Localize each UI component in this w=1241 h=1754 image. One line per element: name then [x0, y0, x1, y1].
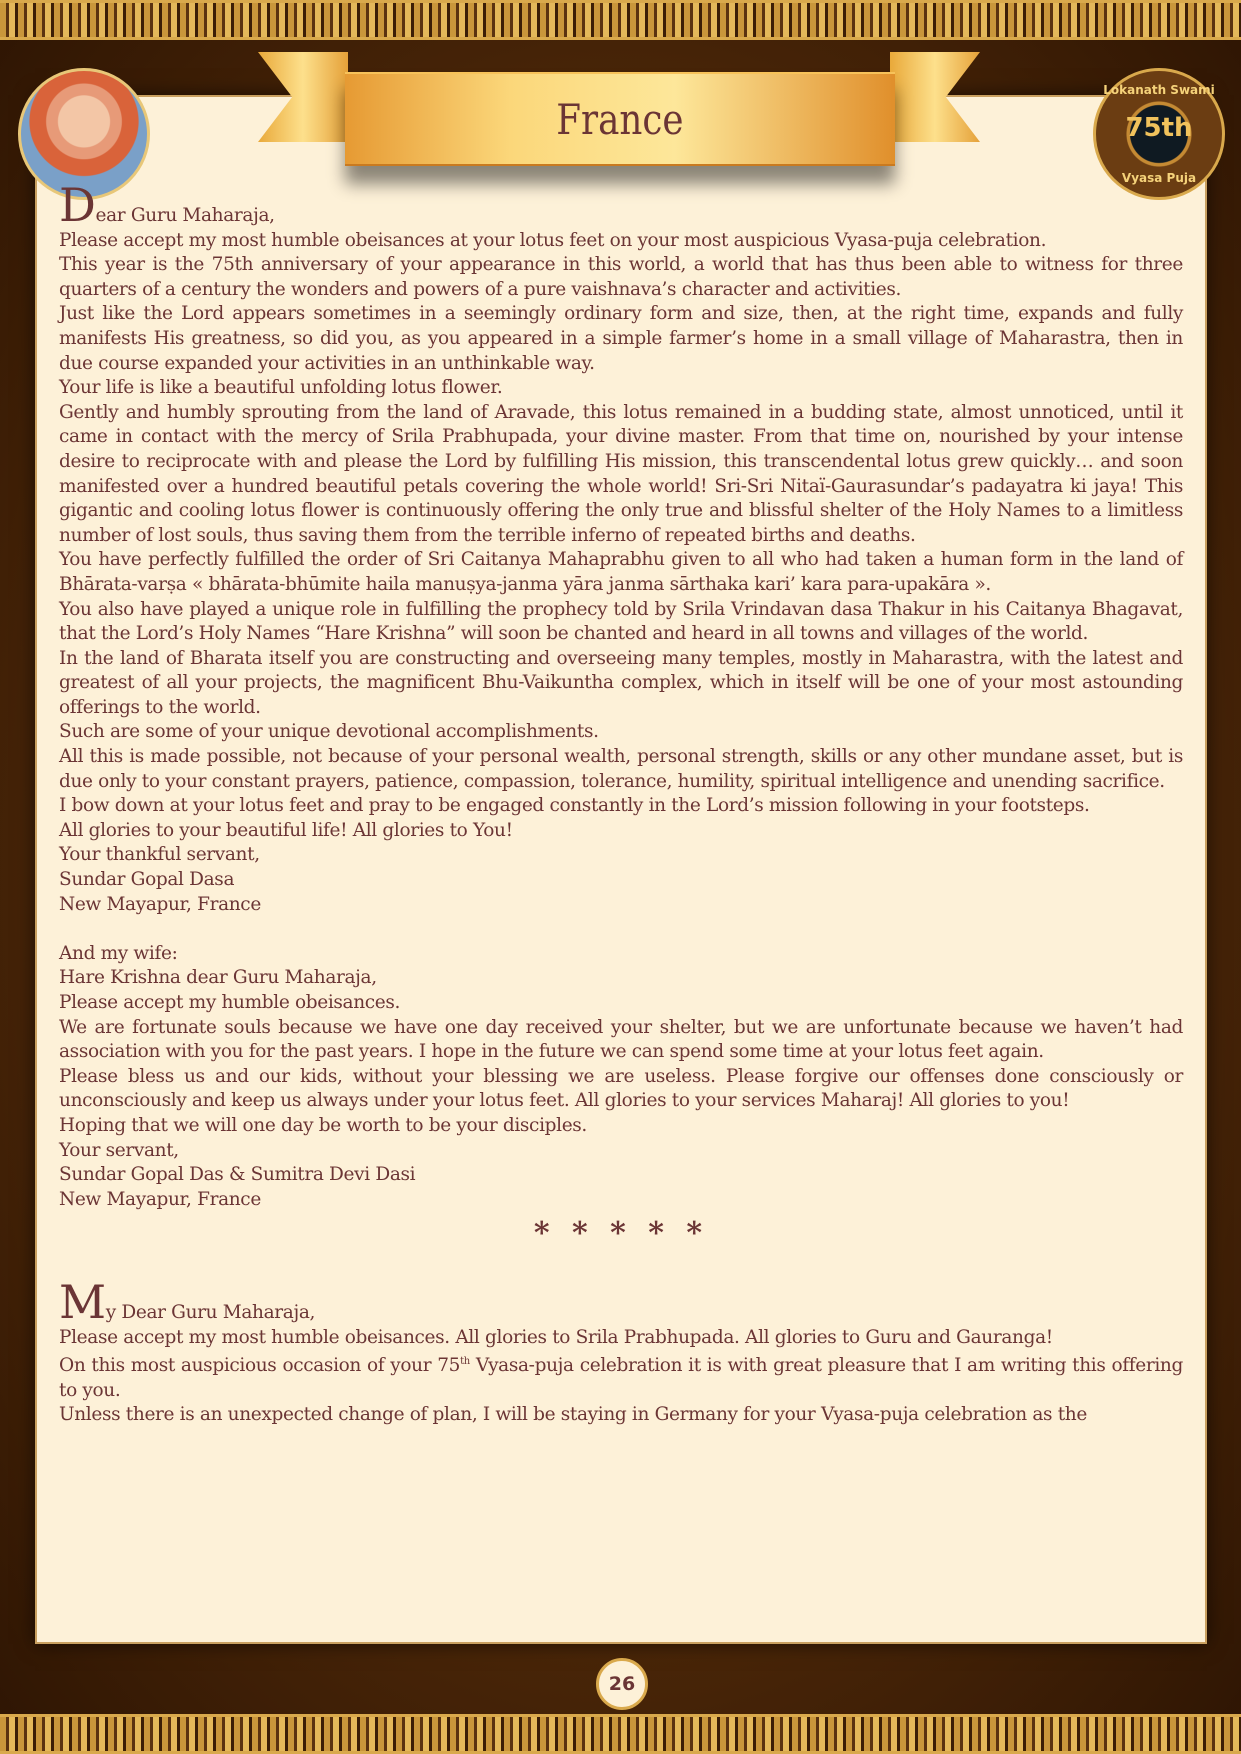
paragraph: I bow down at your lotus feet and pray to be engaged constantly in the Lord’s mission following in your footsteps.: [59, 795, 1090, 817]
title-ribbon: [345, 72, 895, 166]
letter1-salutation: [59, 178, 1183, 232]
paragraph: Such are some of your unique devotional accomplishments.: [59, 721, 599, 743]
paragraph: [59, 1350, 1183, 1403]
decorative-border-bottom: [0, 1714, 1241, 1754]
paragraph: You also have played a unique role in fulfilling the prophecy told by Srila Vrindavan dasa Thakur in his Caitanya Bhagavat, that the Lord’s Holy Names “Hare Krishna” will soon be chanted and heard in all towns and villages of the world.: [59, 598, 1183, 645]
paragraph: Gently and humbly sprouting from the land of Aravade, this lotus remained in a budding state, almost unnoticed, until it came in contact with the mercy of Srila Prabhupada, your divine master. From that time on, nourished by your intense desire to reciprocate with and please the Lord by fulfilling His mission, this transcendental lotus grew quickly… and soon manifested over a hundred beautiful petals covering the whole world! Sri-Sri Nitaï-Gaurasundar’s padayatra ki jaya! This gigantic and cooling lotus flower is continuously offering the only true and blissful shelter of the Holy Names to a limitless number of lost souls, thus saving them from the terrible inferno of repeated births and deaths.: [59, 401, 1183, 546]
paragraph: All glories to your beautiful life! All glories to You!: [59, 819, 513, 841]
paragraph: Sundar Gopal Dasa: [59, 869, 235, 891]
seal-top-text: Lokanath Swami: [1103, 83, 1215, 97]
paragraph: Your life is like a beautiful unfolding lotus flower.: [59, 377, 503, 399]
paragraph: In the land of Bharata itself you are constructing and overseeing many temples, mostly in Maharastra, with the latest and greatest of all your projects, the magnificent Bhu-Vaikuntha complex, which in itself will be one of your most astounding offerings to the world.: [59, 647, 1183, 718]
text: On this most auspicious occasion of your 75: [59, 1355, 461, 1377]
superscript: th: [460, 1356, 470, 1368]
paragraph: We are fortunate souls because we have one day received your shelter, but we are unfortunate because we haven’t had association with you for the past years. I hope in the future we can spend some time at your lotus feet again.: [59, 1016, 1183, 1063]
paragraph: Just like the Lord appears sometimes in a seemingly ordinary form and size, then, at the right time, expands and fully manifests His greatness, so did you, as you appeared in a simple farmer’s home in a small village of Maharastra, then in due course expanded your activities in an unthinkable way.: [59, 303, 1183, 374]
salutation-text: ear Guru Maharaja,: [95, 205, 275, 226]
separator-stars: * * * * *: [533, 1216, 709, 1252]
paragraph: Please accept my humble obeisances.: [59, 992, 401, 1013]
paragraph: Sundar Gopal Das & Sumitra Devi Dasi: [59, 1164, 416, 1186]
salutation-text: y Dear Guru Maharaja,: [105, 1301, 316, 1323]
page-number: 26: [596, 1658, 648, 1710]
seal-number: 75th: [1125, 113, 1193, 143]
paragraph: Please accept my most humble obeisances at your lotus feet on your most auspicious Vyasa-puja celebration.: [59, 229, 1047, 251]
dropcap: M: [59, 1274, 106, 1329]
decorative-border-top: [0, 0, 1241, 40]
wife-intro: And my wife:: [59, 942, 178, 964]
paragraph: New Mayapur, France: [59, 893, 261, 915]
page-title: France: [556, 94, 684, 144]
paragraph: Please accept my most humble obeisances. All glories to Srila Prabhupada. All glories to Guru and Gauranga!: [59, 1326, 1053, 1348]
letter-content: [59, 178, 1183, 1428]
paragraph: Your servant,: [59, 1139, 179, 1161]
letter2-salutation: [59, 1274, 1183, 1329]
seal-bottom-text: Vyasa Puja: [1121, 171, 1197, 185]
paragraph: All this is made possible, not because of your personal wealth, personal strength, skills or any other mundane asset, but is due only to your constant prayers, patience, compassion, tolerance, humility, spiritual intelligence and unending sacrifice.: [59, 746, 1183, 792]
paragraph: Your thankful servant,: [59, 844, 260, 866]
anniversary-seal-logo: [1093, 68, 1225, 200]
wife-letter-body: [59, 966, 1183, 1212]
paragraph: Please bless us and our kids, without your blessing we are useless. Please forgive our offenses done consciously or unconsciously and keep us always under your lotus feet. All glories to your services Maharaj! All glories to you!: [59, 1065, 1183, 1112]
text: Vyasa-puja celebration it is with great pleasure that I am writing this offering to you.: [59, 1355, 1183, 1401]
paragraph: Hare Krishna dear Guru Maharaja,: [59, 967, 377, 989]
dropcap: D: [59, 178, 96, 232]
paragraph: Hoping that we will one day be worth to be your disciples.: [59, 1114, 587, 1136]
paragraph: This year is the 75th anniversary of your appearance in this world, a world that has thus been able to witness for three quarters of a century the wonders and powers of a pure vaishnava’s character and activities.: [59, 254, 1183, 300]
paragraph: New Mayapur, France: [59, 1188, 261, 1210]
paragraph: You have perfectly fulfilled the order of Sri Caitanya Mahaprabhu given to all who had taken a human form in the land of Bhārata-varṣa « bhārata-bhūmite haila manuṣya-janma yāra janma sārthaka kari’ kara para-upakāra ».: [59, 549, 1183, 595]
paragraph: Unless there is an unexpected change of plan, I will be staying in Germany for your Vyasa-puja celebration as the: [59, 1404, 1087, 1426]
letter1-body: [59, 229, 1183, 918]
